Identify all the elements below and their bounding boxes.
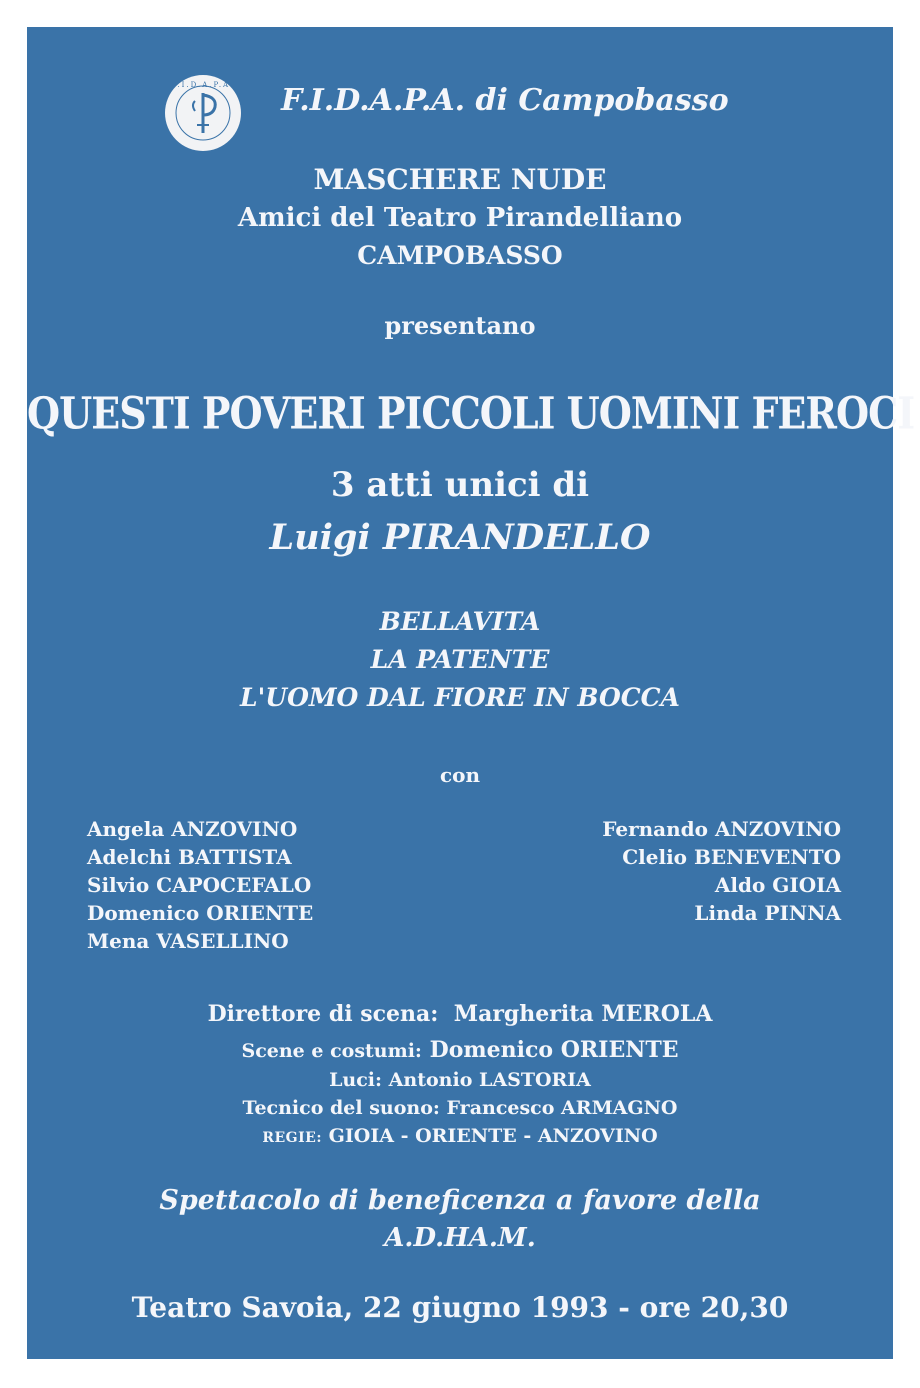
credit-label: Direttore di scena: (207, 1001, 439, 1027)
company-city: CAMPOBASSO (357, 241, 563, 270)
credit-value: Francesco ARMAGNO (446, 1097, 678, 1119)
credit-value: GIOIA - ORIENTE - ANZOVINO (328, 1125, 658, 1147)
credit-label: REGIE: (262, 1130, 323, 1146)
presentano-text: presentano (384, 311, 536, 340)
cast-member: Domenico ORIENTE (87, 901, 314, 925)
credit-value: Domenico ORIENTE (429, 1037, 679, 1063)
credit-direction (27, 1125, 893, 1147)
credit-label: Luci: (329, 1069, 383, 1091)
cast-member: Clelio BENEVENTO (622, 845, 841, 869)
act-title: L'UOMO DAL FIORE IN BOCCA (240, 683, 680, 712)
credit-value: Margherita MEROLA (453, 1001, 713, 1027)
fidapa-seal-icon (165, 75, 241, 151)
credit-lights (27, 1069, 893, 1091)
act-title: LA PATENTE (370, 645, 550, 674)
benefit-line: Spettacolo di beneficenza a favore della (159, 1185, 761, 1216)
logo-text: F.I.D.A.P.A. (171, 81, 235, 89)
fidapa-logo (165, 75, 241, 151)
play-title: QUESTI POVERI PICCOLI UOMINI FEROCI (27, 387, 915, 439)
organization-name: F.I.D.A.P.A. di Campobasso (281, 83, 729, 118)
act-title: BELLAVITA (379, 607, 541, 636)
cast-list-right (602, 815, 841, 927)
cast-member: Angela ANZOVINO (87, 817, 298, 841)
company-subtitle: Amici del Teatro Pirandelliano (237, 203, 683, 233)
benefit-organization: A.D.HA.M. (384, 1223, 536, 1253)
cast-member: Mena VASELLINO (87, 929, 289, 953)
play-author: Luigi PIRANDELLO (269, 517, 651, 558)
cast-member: Silvio CAPOCEFALO (87, 873, 312, 897)
cast-member: Adelchi BATTISTA (87, 845, 292, 869)
play-subtitle: 3 atti unici di (330, 465, 590, 505)
credit-value: Antonio LASTORIA (388, 1069, 591, 1091)
cast-member: Linda PINNA (694, 901, 841, 925)
con-text: con (439, 763, 481, 787)
credit-sets (27, 1037, 893, 1063)
credit-sound (27, 1097, 893, 1119)
credit-director (27, 1001, 893, 1027)
cast-member: Fernando ANZOVINO (602, 817, 841, 841)
header (27, 69, 893, 149)
venue-date: Teatro Savoia, 22 giugno 1993 - ore 20,30 (131, 1291, 789, 1324)
credit-label: Tecnico del suono: (242, 1097, 440, 1119)
poster (27, 27, 915, 1359)
company-name: MASCHERE NUDE (313, 163, 607, 196)
cast-list-left (87, 815, 313, 955)
cast-member: Aldo GIOIA (714, 873, 841, 897)
credit-label: Scene e costumi: (241, 1040, 422, 1062)
